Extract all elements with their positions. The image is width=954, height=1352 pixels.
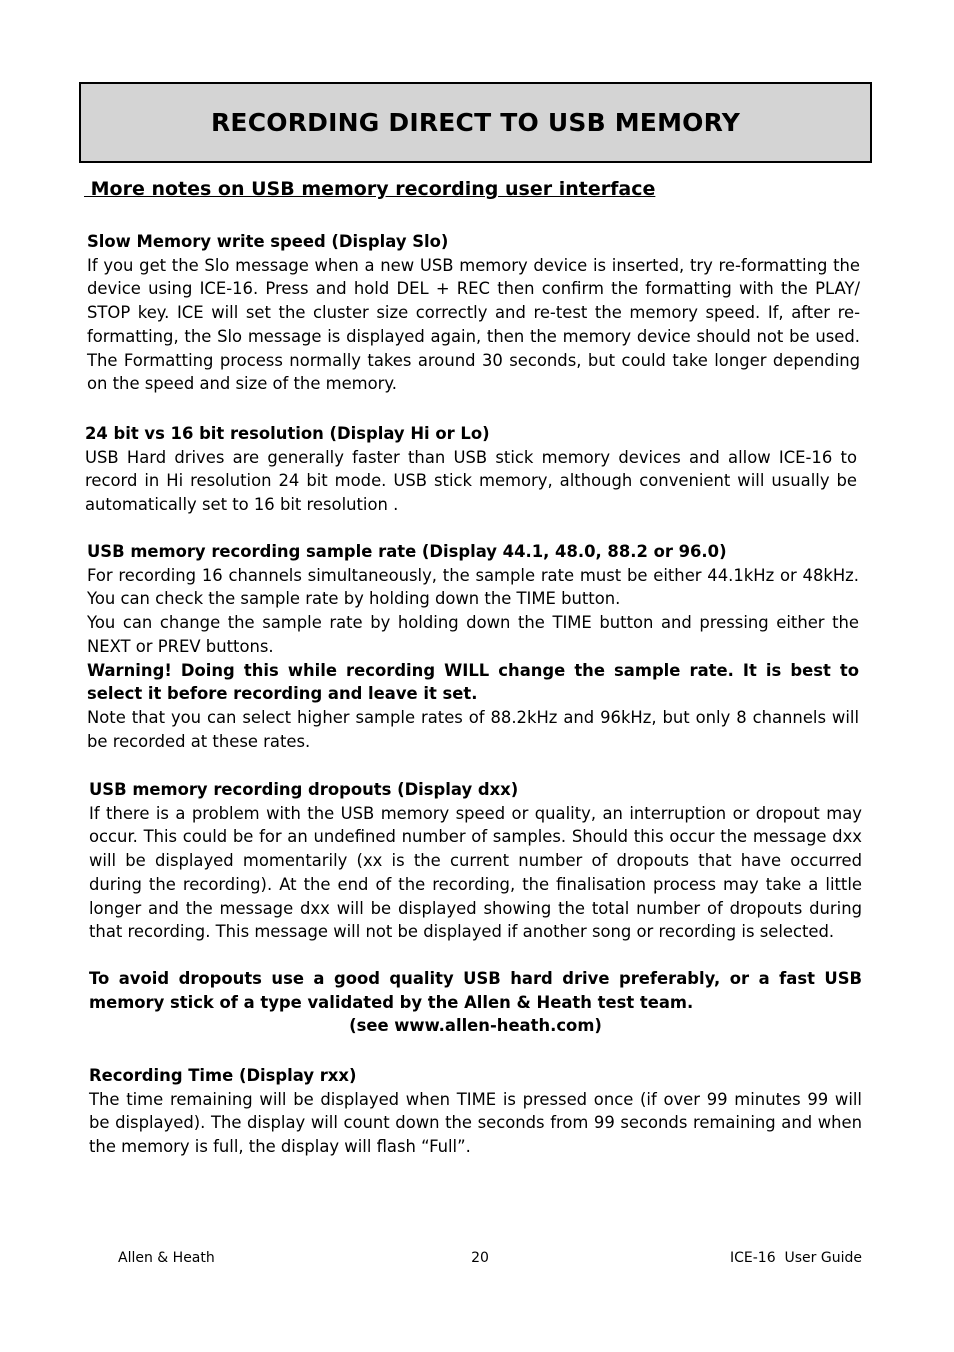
section-heading: 24 bit vs 16 bit resolution (Display Hi or Lo) bbox=[85, 424, 490, 443]
section-dropouts bbox=[89, 778, 862, 944]
advice-text: To avoid dropouts use a good quality USB hard drive preferably, or a fast USB memory stick of a type validated by the Allen & Heath test team. bbox=[89, 969, 862, 1012]
page-subtitle: More notes on USB memory recording user interface bbox=[84, 178, 656, 200]
section-sample-rate bbox=[87, 540, 859, 753]
section-heading: Recording Time (Display rxx) bbox=[89, 1066, 357, 1085]
section-body: The time remaining will be displayed when TIME is pressed once (if over 99 minutes 99 will be displayed). The display will count down the seconds from 99 seconds remaining and when the memory is full, the display will flash “Full”. bbox=[89, 1089, 862, 1157]
section-paragraph: For recording 16 channels simultaneously, the sample rate must be either 44.1kHz or 48kHz. You can check the sample rate by holding down the TIME button. bbox=[87, 565, 859, 609]
page-title: RECORDING DIRECT TO USB MEMORY bbox=[210, 108, 740, 137]
footer-right: ICE-16 User Guide bbox=[730, 1250, 862, 1266]
section-heading: USB memory recording dropouts (Display dxx) bbox=[89, 780, 519, 799]
section-body: If you get the Slo message when a new USB memory device is inserted, try re-formatting the device using ICE-16. Press and hold DEL + REC then confirm the formatting with the PLAY/ STOP key. ICE will set the cluster size correctly and re-test the memory speed. If, after re-formatting, the Slo message is displayed again, then the memory device should not be used. The Formatting process normally takes around 30 seconds, but could take longer depending on the speed and size of the memory. bbox=[87, 255, 860, 394]
page-number: 20 bbox=[471, 1250, 489, 1266]
section-paragraph: Note that you can select higher sample rates of 88.2kHz and 96kHz, but only 8 channels will be recorded at these rates. bbox=[87, 707, 859, 751]
section-heading: USB memory recording sample rate (Display 44.1, 48.0, 88.2 or 96.0) bbox=[87, 542, 727, 561]
section-body: USB Hard drives are generally faster than USB stick memory devices and allow ICE-16 to record in Hi resolution 24 bit mode. USB stick memory, although convenient will usually be automatically set to 16 bit resolution . bbox=[85, 447, 857, 515]
dropout-advice bbox=[89, 967, 862, 1038]
title-box bbox=[79, 82, 872, 163]
section-slow-memory bbox=[87, 230, 860, 396]
section-heading: Slow Memory write speed (Display Slo) bbox=[87, 232, 449, 251]
section-paragraph: You can change the sample rate by holding down the TIME button and pressing either the NEXT or PREV buttons. bbox=[87, 613, 859, 656]
section-body: If there is a problem with the USB memory speed or quality, an interruption or dropout may occur. This could be for an undefined number of samples. Should this occur the message dxx will be displayed momentarily (xx is the current number of dropouts that have occurred during the recording). At the end of the recording, the finalisation process may take a little longer and the message dxx will be displayed showing the total number of dropouts during that recording. This message will not be displayed if another song or recording is selected. bbox=[89, 803, 862, 942]
footer-left: Allen & Heath bbox=[118, 1250, 215, 1266]
website-reference: (see www.allen-heath.com) bbox=[349, 1016, 602, 1036]
warning-text: Warning! Doing this while recording WILL change the sample rate. It is best to select it before recording and leave it set. bbox=[87, 660, 859, 704]
section-recording-time bbox=[89, 1064, 862, 1159]
section-bit-resolution bbox=[85, 422, 857, 517]
